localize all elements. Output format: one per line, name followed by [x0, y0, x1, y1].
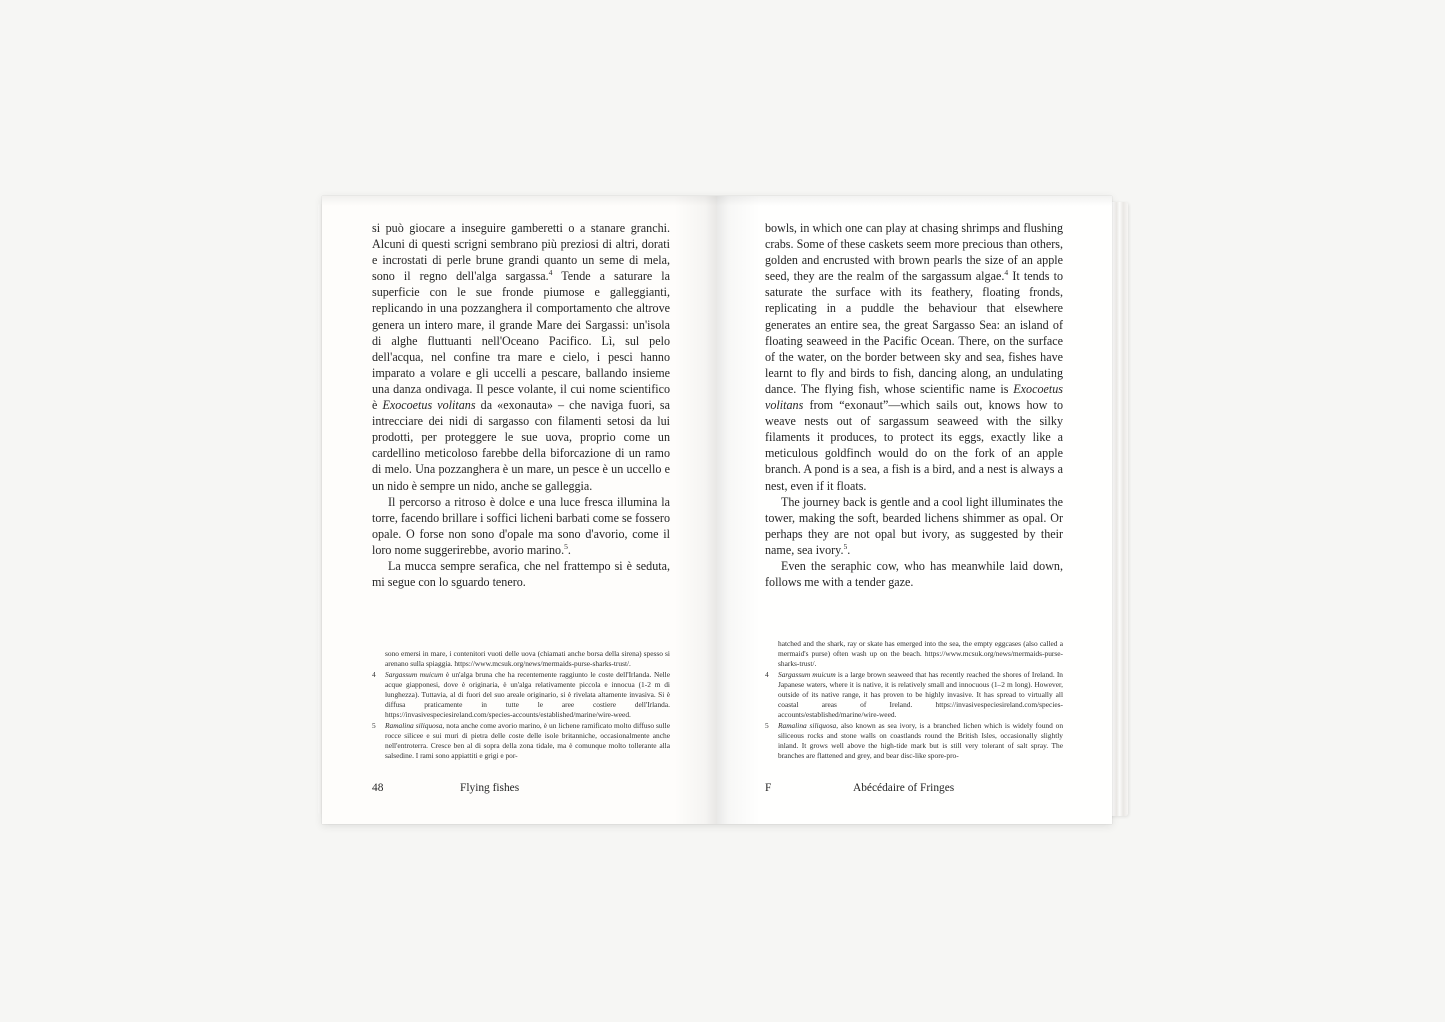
- footnote-continuation-left: [372, 649, 670, 669]
- footnote-marker-4-left[interactable]: 4: [548, 268, 553, 278]
- right-page-footnotes: [765, 639, 1063, 762]
- footnote-marker-4-right[interactable]: 4: [1004, 268, 1009, 278]
- left-paragraph-1-rest: Tende a saturare la superficie con le sue fronde piumose e galleggianti, replicando in una pozzanghera il comportamento che altrove genera un intero mare, il grande Mare dei Sargassi: un'isola di alghe fluttuanti nell'Oceano Pacifico. Lì, sul pelo dell'acqua, nel confine tra mare e cielo, i pesci hanno imparato a volare e gli uccelli a pescare, ballando insieme una danza ondivaga. Il pesce volante, il cui nome scientifico è: [372, 269, 670, 413]
- right-species-name-1: Exocoetus volitans: [765, 381, 1063, 413]
- left-species-name-1: Exocoetus volitans: [382, 398, 476, 413]
- footnote-species-name: Ramalina siliquosa: [778, 721, 837, 730]
- right-paragraph-3: Even the seraphic cow, who has meanwhile laid down, follows me with a tender gaze.: [765, 558, 1063, 590]
- left-paragraph-1: [372, 220, 670, 494]
- footnote-species-name: Sargassum muicum: [778, 670, 836, 679]
- footnote-body: is a large brown seaweed that has recently reached the shores of Ireland. In Japanese waters, where it is native, it is relatively small and innocuous (1–2 m long). However, outside of its native range, it has proven to be highly invasive. It has spread to virtually all coastal areas of Ireland. https://invasivespeciesireland.com/species-accounts/established/marine/wire-weed.: [778, 670, 1063, 719]
- footnote-number: 5: [372, 721, 376, 730]
- left-running-foot: [372, 782, 672, 798]
- left-folio-number: 48: [372, 782, 384, 794]
- footnote-marker-5-right[interactable]: 5: [843, 541, 848, 551]
- right-page-text-column: [765, 220, 1063, 590]
- footnote-text: [778, 670, 1063, 720]
- right-running-title: Abécédaire of Fringes: [853, 782, 955, 794]
- footnote-text: [778, 721, 1063, 761]
- footnote-number: 4: [372, 670, 376, 679]
- footnote-body: , nota anche come avorio marino, è un lichene ramificato molto diffuso sulle rocce silicee e sui muri di pietra delle coste delle isole britanniche, occasionalmente anche nell'entroterra. Cresce ben al di sopra della zona tidale, ma è comunque molto tollerante alla salsedine. I rami sono appiattiti e grigi e por-: [385, 721, 671, 760]
- right-paragraph-1-rest: It tends to saturate the surface with its feathery, floating fronds, replicating in a puddle the behaviour that elsewhere generates an entire sea, the great Sargasso Sea: an island of floating seaweed in the Pacific Ocean. There, on the surface of the water, on the border between sky and sea, fishes have learnt to fly and birds to fish, dancing along, an undulating dance. The flying fish, whose scientific name is: [765, 269, 1063, 396]
- footnote-4-right: [765, 670, 1063, 720]
- right-paragraph-1: [765, 220, 1063, 494]
- footnote-text: sono emersi in mare, i contenitori vuoti delle uova (chiamati anche borsa della sirena) spesso si arenano sulla spiaggia. https://www.mcsuk.org/news/mermaids-purse-sharks-trust/.: [385, 649, 670, 668]
- footnote-body: è un'alga bruna che ha recentemente raggiunto le coste dell'Irlanda. Nelle acque giapponesi, dove è originaria, è un'alga relativamente piccola e innocua (1-2 m di lunghezza). Tuttavia, al di fuori del suo areale originario, si è rivelata altamente invasiva. Si è diffusa praticamente in tutte le aree costiere dell'Irlanda. https://invasivespeciesireland.com/species-accounts/established/marine/wire-weed.: [385, 670, 670, 719]
- left-page-footnotes: [372, 649, 670, 762]
- right-page: [717, 196, 1112, 824]
- left-paragraph-1-tail: da «exonauta» – che naviga fuori, sa intrecciare dei nidi di sargasso con filamenti setosi da lui prodotti, per proteggere le sue uova, proprio come un cardellino meticoloso farebbe della biforcazione di un ramo di melo. Una pozzanghera è un mare, un pesce è un uccello e un nido è sempre un nido, anche se galleggia.: [372, 398, 670, 493]
- footnote-species-name: Sargassum muicum: [385, 670, 444, 679]
- footnote-species-name: Ramalina siliquosa: [385, 721, 443, 730]
- footnote-5-right: [765, 721, 1063, 761]
- footnote-text: [385, 670, 670, 720]
- right-paragraph-1-tail: from “exonaut”—which sails out, knows how to weave nests out of sargassum seaweed with the silky filaments it produces, to protect its eggs, exactly like a meticulous goldfinch would do on the fork of an apple branch. A pond is a sea, a fish is a bird, and a nest is always a nest, even if it floats.: [765, 398, 1063, 493]
- left-paragraph-1-lead: si può giocare a inseguire gamberetti o a stanare granchi. Alcuni di questi scrigni sembrano più preziosi di altri, dorati e incrostati di perle brune grandi quanto un seme di mela, sono il regno dell'alga sargassa.: [372, 221, 670, 284]
- book-spread: [322, 196, 1112, 824]
- footnote-number: 5: [765, 721, 769, 730]
- open-book: [318, 196, 1128, 824]
- footnote-body: , also known as sea ivory, is a branched lichen which is widely found on siliceous rocks and stone walls on coastlands round the British Isles, occasionally slightly inland. It grows well above the high-tide mark but is still very tolerant of salt spray. The branches are flattened and grey, and bear disc-like spore-pro-: [778, 721, 1064, 760]
- footnote-text: [385, 721, 670, 761]
- right-paragraph-2: The journey back is gentle and a cool light illuminates the tower, making the soft, bearded lichens shimmer as opal. Or perhaps they are not opal but ivory, as suggested by their name, sea ivory.$^5$.: [765, 494, 1063, 557]
- left-paragraph-2-text: Il percorso a ritroso è dolce e una luce fresca illumina la torre, facendo brillare i soffici licheni barbati come se fossero opale. O forse non sono d'opale ma sono d'avorio, come il loro nome suggerirebbe, avorio marino.: [372, 494, 670, 557]
- left-page: [322, 196, 717, 824]
- footnote-4-left: [372, 670, 670, 720]
- left-paragraph-3: La mucca sempre serafica, che nel frattempo si è seduta, mi segue con lo sguardo tenero.: [372, 558, 670, 590]
- footnote-text: hatched and the shark, ray or skate has emerged into the sea, the empty eggcases (also called a mermaid's purse) often wash up on the beach. https://www.mcsuk.org/news/mermaids-purse-sharks-trust/.: [778, 639, 1063, 668]
- footnote-number: [372, 649, 385, 669]
- footnote-continuation-right: [765, 639, 1063, 669]
- right-paragraph-2-text: The journey back is gentle and a cool light illuminates the tower, making the soft, bearded lichens shimmer as opal. Or perhaps they are not opal but ivory, as suggested by their name, sea ivory.: [765, 494, 1063, 557]
- right-paragraph-1-lead: bowls, in which one can play at chasing shrimps and flushing crabs. Some of these caskets seem more precious than others, golden and encrusted with brown pearls the size of an apple seed, they are the realm of the sargassum algae.: [765, 221, 1063, 284]
- footnote-number: [765, 639, 778, 669]
- footnote-5-left: [372, 721, 670, 761]
- footnote-number: 4: [765, 670, 769, 679]
- left-paragraph-2: Il percorso a ritroso è dolce e una luce fresca illumina la torre, facendo brillare i soffici licheni barbati come se fossero opale. O forse non sono d'opale ma sono d'avorio, come il loro nome suggerirebbe, avorio marino.$^5$.: [372, 494, 670, 557]
- right-running-foot: [765, 782, 1065, 798]
- left-page-text-column: [372, 220, 670, 590]
- footnote-marker-5-left[interactable]: 5: [564, 541, 568, 551]
- right-folio-marker: F: [765, 782, 772, 794]
- left-running-title: Flying fishes: [460, 782, 520, 794]
